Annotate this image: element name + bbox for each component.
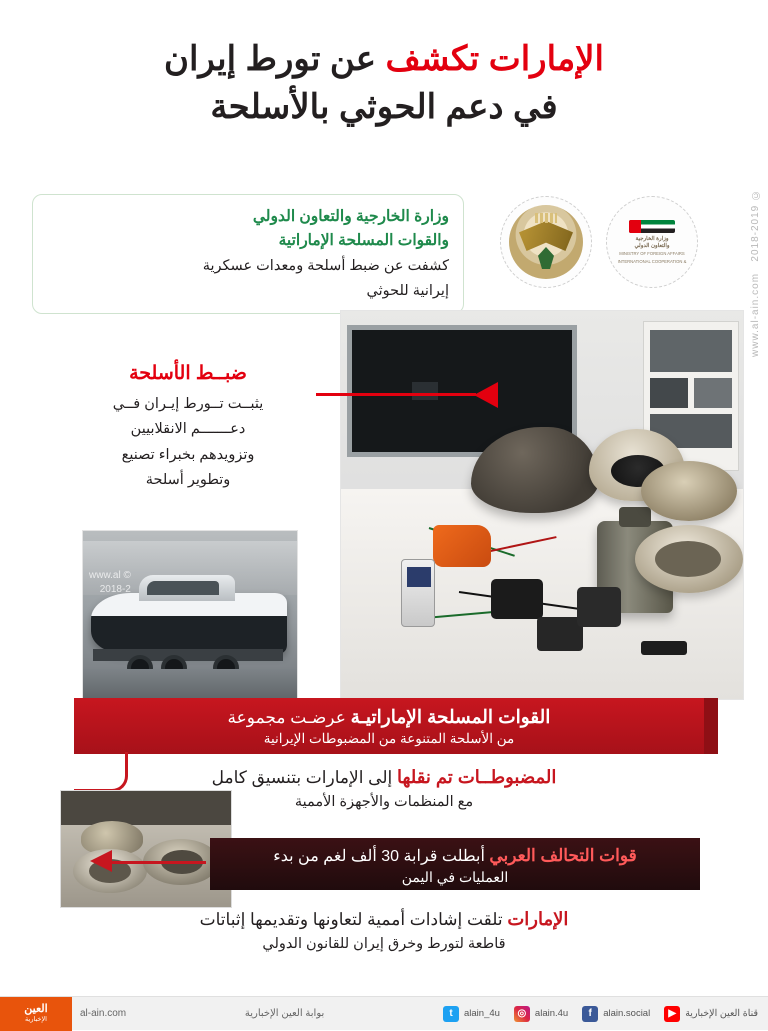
page-title xyxy=(0,38,768,129)
social-links[interactable] xyxy=(443,1006,768,1022)
alain-logo[interactable] xyxy=(0,997,72,1031)
twitter-link[interactable] xyxy=(443,1006,500,1022)
seizure-line1: يثبــت تــورط إيـران فــي xyxy=(112,396,264,412)
youtube-icon: ▶ xyxy=(664,1006,680,1022)
title-line2: في دعم الحوثي بالأسلحة xyxy=(210,87,558,126)
title-line1-dark: عن تورط إيران xyxy=(164,40,377,78)
boat-hull xyxy=(91,593,287,653)
coalition-banner xyxy=(210,838,700,890)
row3-rest: تلقت إشادات أممية لتعاونها وتقديمها إثباتات xyxy=(199,910,503,929)
alain-logo-line1: العين xyxy=(24,1002,48,1015)
seized-boat-photo xyxy=(82,530,298,704)
seizure-line2: دعـــــــم الانقلابيين xyxy=(130,421,246,438)
twitter-handle: alain_4u xyxy=(464,1008,500,1019)
banner1-line2: من الأسلحة المتنوعة من المضبوطات الإيرانية xyxy=(263,730,515,746)
facebook-icon: f xyxy=(582,1006,598,1022)
row2-bold: المضبوطــات تم نقلها xyxy=(396,767,557,787)
copyright-icon: © xyxy=(750,188,762,201)
intro-text-box xyxy=(32,194,464,314)
seizure-line3: وتزويدهم بخبراء تصنيع xyxy=(121,446,255,463)
closeup-dark-strip xyxy=(61,791,231,825)
arrow-to-photo-icon xyxy=(314,388,498,402)
photo-detonator xyxy=(641,641,687,655)
youtube-channel: قناة العين الإخبارية xyxy=(685,1008,758,1019)
banner2-line2: العمليات في اليمن xyxy=(401,869,509,886)
logo-group xyxy=(500,196,698,288)
watermark-years: 2018-2019 xyxy=(750,204,761,262)
row2-line2: مع المنظمات والأجهزة الأممية xyxy=(294,794,474,810)
boat-windshield xyxy=(147,581,219,595)
photo-orange-pouch xyxy=(433,525,491,567)
arrow-to-closeup-icon xyxy=(90,856,208,870)
armed-forces-banner xyxy=(74,698,704,754)
banner2-bold: قوات التحالف العربي xyxy=(489,846,637,865)
praise-statement xyxy=(24,906,744,956)
seizure-line4: وتطوير أسلحة xyxy=(145,472,231,489)
facebook-handle: alain.social xyxy=(603,1008,651,1019)
weapons-display-photo xyxy=(340,310,744,700)
photo-adapter xyxy=(577,587,621,627)
title-line1-red: الإمارات تكشف xyxy=(385,40,604,78)
falcon-emblem-icon xyxy=(509,205,583,279)
boat-trailer xyxy=(93,649,283,661)
facebook-link[interactable] xyxy=(582,1006,650,1022)
youtube-link[interactable] xyxy=(664,1006,758,1022)
footer-bar xyxy=(0,996,768,1030)
footer-portal-name: بوابة العين الإخبارية xyxy=(244,1008,325,1019)
banner1-rest: عرضـت مجموعة xyxy=(227,708,346,727)
uae-flag-icon xyxy=(629,220,675,233)
row2-rest: إلى الإمارات بتنسيق كامل xyxy=(211,768,393,787)
alain-logo-line2: الإخبارية xyxy=(25,1015,47,1023)
mofa-en-line1: MINISTRY OF FOREIGN AFFAIRS xyxy=(619,251,685,257)
photo-handheld-device xyxy=(401,559,435,627)
twitter-icon: t xyxy=(443,1006,459,1022)
mines-closeup-photo xyxy=(60,790,232,908)
armed-forces-logo xyxy=(500,196,592,288)
intro-green-line2: والقوات المسلحة الإماراتية xyxy=(278,232,449,250)
watermark-site: www.al-ain.com xyxy=(750,272,761,357)
falcon-crest-detail xyxy=(535,213,557,223)
intro-dark-line2: إيرانية للحوثي xyxy=(366,283,449,300)
mofa-logo xyxy=(606,196,698,288)
watermark-right xyxy=(750,188,762,357)
banner1-bold: القوات المسلحة الإماراتيـة xyxy=(350,706,551,727)
row3-bold: الإمارات xyxy=(507,909,569,929)
banner2-rest: أبطلت قرابة 30 ألف لغم من بدء xyxy=(273,848,485,865)
seizure-title: ضبــط الأسلحة xyxy=(129,363,247,384)
instagram-link[interactable] xyxy=(514,1006,568,1022)
boat-photo-watermark: © www.al 2018-2 xyxy=(89,570,131,595)
instagram-icon: ◎ xyxy=(514,1006,530,1022)
photo-drum-mine-2 xyxy=(635,525,743,593)
footer-url[interactable]: al-ain.com xyxy=(80,1008,127,1019)
mofa-ar-line2: والتعاون الدولي xyxy=(634,242,670,249)
row3-line2: قاطعة لتورط وخرق إيران للقانون الدولي xyxy=(262,936,506,952)
seizure-caption xyxy=(70,362,306,494)
mofa-ar-line1: وزارة الخارجية xyxy=(635,235,669,242)
intro-dark-line1: كشفت عن ضبط أسلحة ومعدات عسكرية xyxy=(202,258,449,275)
intro-green-line1: وزارة الخارجية والتعاون الدولي xyxy=(252,208,449,225)
photo-black-component-1 xyxy=(491,579,543,619)
photo-drum-mine-1 xyxy=(641,461,737,521)
intro-section xyxy=(24,188,744,306)
instagram-handle: alain.4u xyxy=(534,1008,569,1019)
mofa-en-line2: & INTERNATIONAL COOPERATION xyxy=(617,258,687,264)
